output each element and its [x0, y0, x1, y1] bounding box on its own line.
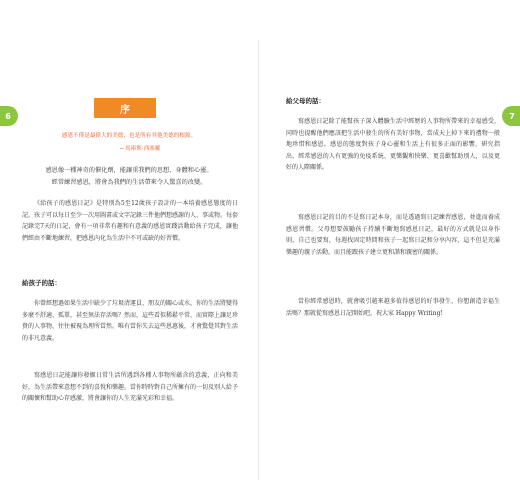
preface-banner: 序	[94, 98, 156, 118]
page-number-tab: 7	[502, 106, 520, 126]
body-paragraph: 你曾經想過如果生活中缺少了垃圾清運員、朋友的關心或水，你的生活將變得多麼不舒適、孤單，甚至無法存活嗎？然而，這些看似稀鬆平常，而實際上讓足珍貴的人事物，往往被視為理所當然。唯有當你失去這些恩惠後，才會驚覺其對生活的非凡意義。	[22, 300, 239, 342]
quote-author: ─ 馬庫斯·西塞羅	[120, 146, 161, 152]
left-page	[0, 40, 259, 480]
quote-text: 感恩不僅是最偉大的美德，也是所有其他美德的根源。	[61, 133, 197, 139]
body-paragraph: 當你經常感恩時，就會吸引越來越多值得感恩的好事發生，你想創造幸福生活嗎？那就從寫感恩日記開始吧，祝大家 Happy Writing!	[286, 298, 500, 317]
body-paragraph: 寫感恩日記除了能幫孩子深入體驗生活中經歷的人事物所帶來的幸福感受，同時也提醒他們應該把生活中發生的所有美好事物，當成天上掉下來的禮物一般地珍惜和感恩。感恩的態度對孩子身心靈和生活上有很多正面的影響，研究指出，經常感恩的人有更強的免疫系統、更樂觀和快樂、更喜歡幫助別人，以及更好的人際關係。	[286, 118, 500, 171]
page-number-tab: 6	[0, 106, 18, 126]
section-heading: 給父母的話：	[286, 97, 325, 105]
intro-line: 感恩像一種神奇的催化劑，能讓重我們的思想、身體和心靈。	[45, 167, 213, 174]
right-page	[262, 40, 520, 480]
body-paragraph: 寫感恩日記能讓你發掘日常生活所遇到各種人事物所蘊含的意義，正向和美好，為生活帶來意想不到的喜悅和樂趣。當你時時對自己所擁有的一切及別人給予的關懷和幫助心存感激，將會讓你的人生充滿光彩和幸福。	[22, 372, 239, 402]
intro-line: 經常練習感恩，將會為我們的生活帶來令人驚喜的改變。	[51, 179, 207, 186]
body-paragraph: 《給孩子的感恩日記》是特別為5至12歲孩子設計的一本培養感恩態度的日記。孩子可以每日至少一次用圖畫或文字記錄三件他們想感謝的人、事或物。每套記錄完7天的日記，會有一項非常有趣和有意義的感恩實踐活動給孩子完成，讓他們經由不斷地練習，把感恩內化為生活中不可或缺的好習慣。	[22, 200, 239, 242]
section-heading: 給孩子的話：	[22, 279, 61, 287]
body-paragraph: 寫感恩日記的目的不是寫日記本身，而是透過寫日記練習感恩，並進而養成感恩習慣。父母想要鼓勵孩子持續不斷地寫感恩日記，最好的方式就是以身作則，自己也要寫，每週找固定時間和孩子一起寫日記和分享內容，這不但是充滿樂趣的親子活動，而且能跟孩子建立更和諧和親密的關係。	[286, 214, 500, 256]
